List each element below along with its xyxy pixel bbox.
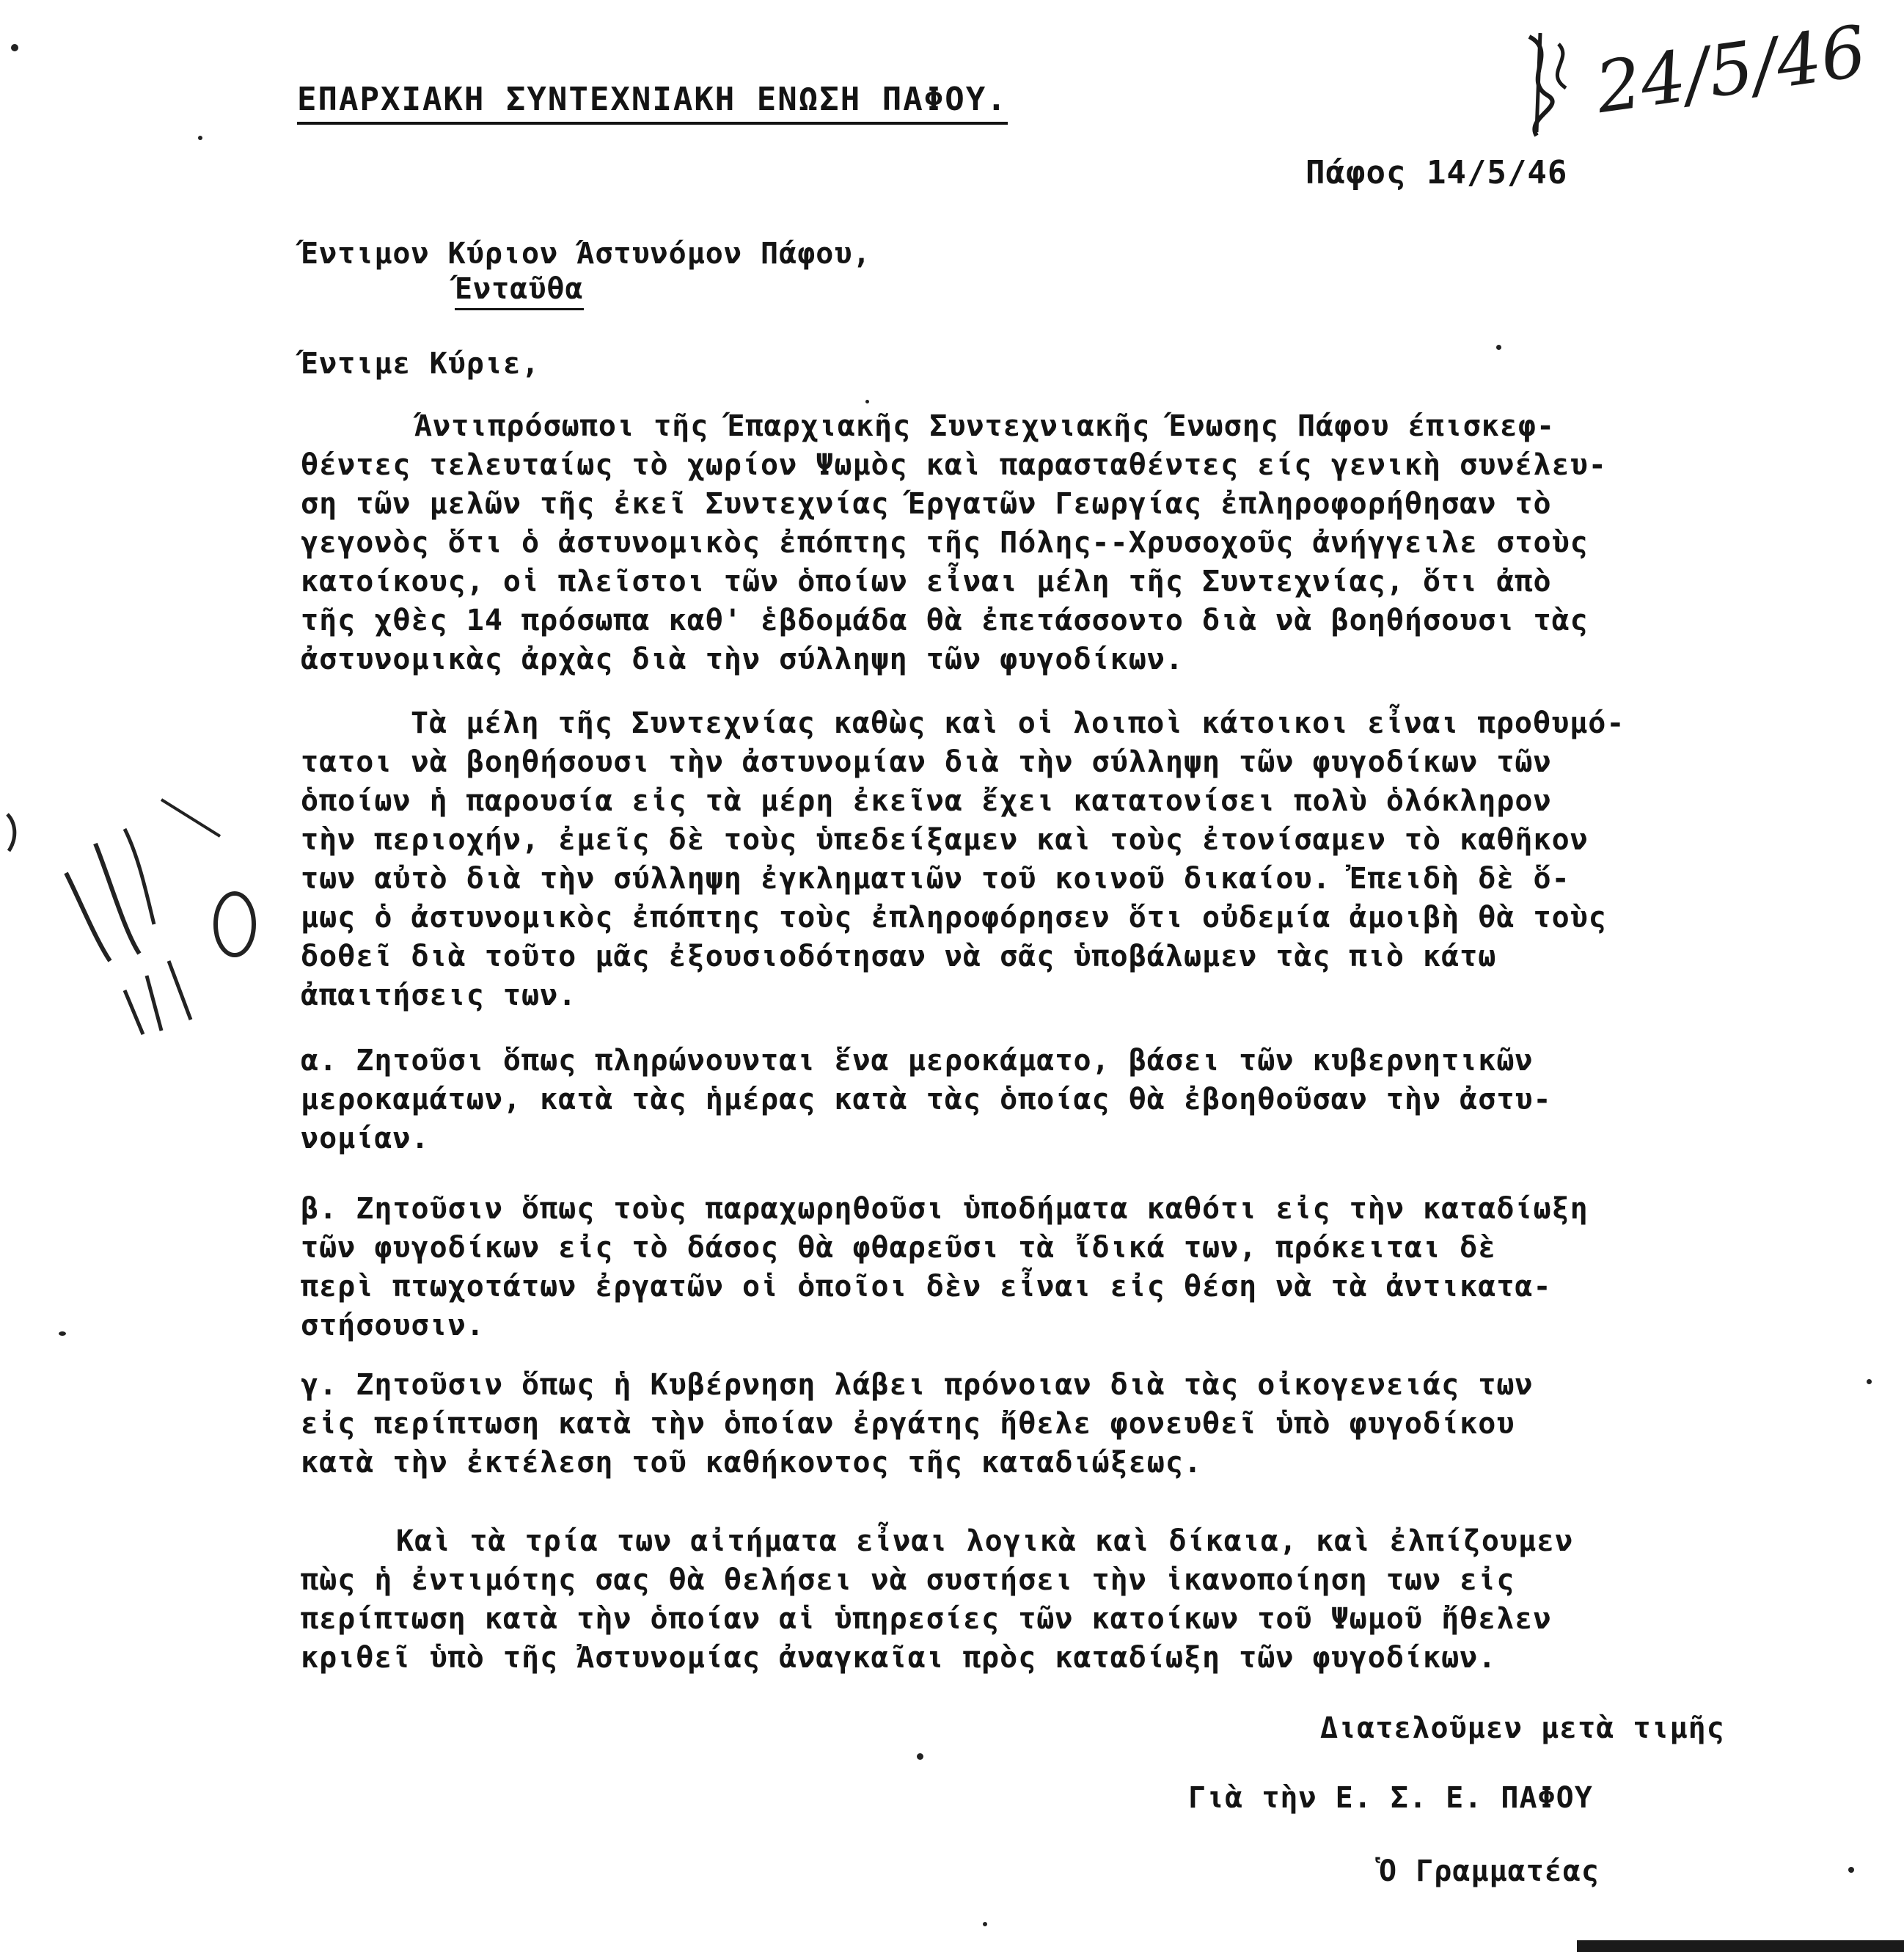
demand-b-line: β. Ζητοῦσιν ὅπως τοὺς παραχωρηθοῦσι ὑποδήματα καθότι εἰς τὴν καταδίωξη [301,1192,1589,1226]
demand-a-line: α. Ζητοῦσι ὅπως πληρώνουνται ἕνα μεροκάματο, βάσει τῶν κυβερνητικῶν [301,1044,1534,1078]
final-paragraph-line: πὼς ἡ ἐντιμότης σας θὰ θελήσει νὰ συστήσει τὴν ἱκανοποίηση των εἰς [301,1563,1515,1597]
paragraph-1-line: ἀστυνομικὰς ἀρχὰς διὰ τὴν σύλληψη τῶν φυγοδίκων. [301,643,1184,676]
closing-line: Διατελοῦμεν μετὰ τιμῆς [1320,1711,1725,1745]
final-paragraph-line: Καὶ τὰ τρία των αἰτήματα εἶναι λογικὰ καὶ δίκαια, καὶ ἐλπίζουμεν [396,1524,1574,1558]
demand-c-line: γ. Ζητοῦσιν ὅπως ἡ Κυβέρνηση λάβει πρόνοιαν διὰ τὰς οἰκογενειάς των [301,1368,1534,1402]
paragraph-2-line: ἀπαιτήσεις των. [301,979,577,1012]
handwritten-date: 24/5/46 [1591,10,1872,130]
demand-c-line: κατὰ τὴν ἐκτέλεση τοῦ καθήκοντος τῆς καταδιώξεως. [301,1446,1203,1480]
letterhead: ΕΠΑΡΧΙΑΚΗ ΣΥΝΤΕΧΝΙΑΚΗ ΕΝΩΣΗ ΠΑΦΟΥ. [297,81,1008,125]
salutation: Έντιμε Κύριε, [301,347,541,381]
paragraph-1-line: θέντες τελευταίως τὸ χωρίον Ψωμὸς καὶ παρασταθέντες είς γενικὴ συνέλευ- [301,448,1607,482]
paragraph-2-line: Τὰ μέλη τῆς Συντεχνίας καθὼς καὶ οἱ λοιποὶ κάτοικοι εἶναι προθυμό- [411,706,1625,740]
paragraph-2-line: τὴν περιοχήν, ἐμεῖς δὲ τοὺς ὑπεδείξαμεν καὶ τοὺς ἐτονίσαμεν τὸ καθῆκον [301,823,1589,857]
demand-a-line: νομίαν. [301,1122,430,1155]
final-paragraph-line: κριθεῖ ὑπὸ τῆς Ἀστυνομίας ἀναγκαῖαι πρὸς καταδίωξη τῶν φυγοδίκων. [301,1641,1497,1675]
closing-signatory: Ὁ Γραμματέας [1379,1854,1600,1888]
demand-b-line: τῶν φυγοδίκων εἰς τὸ δάσος θὰ φθαρεῦσι τὰ ἴδικά των, πρόκειται δὲ [301,1231,1497,1265]
demand-a-line: μεροκαμάτων, κατὰ τὰς ἡμέρας κατὰ τὰς ὁποίας θὰ ἐβοηθοῦσαν τὴν ἀστυ- [301,1083,1552,1116]
handwritten-initials [1515,29,1581,139]
paragraph-2-line: των αὐτὸ διὰ τὴν σύλληψη ἐγκληματιῶν τοῦ κοινοῦ δικαίου. Ἐπειδὴ δὲ ὅ- [301,862,1570,896]
place-date: Πάφος 14/5/46 [1306,154,1568,191]
addressee-line-1: Έντιμον Κύριον Άστυνόμον Πάφου, [301,237,871,271]
paragraph-1-line: κατοίκους, οἱ πλεῖστοι τῶν ὁποίων εἶναι μέλη τῆς Συντεχνίας, ὅτι ἀπὸ [301,565,1552,599]
paragraph-1-line: Άντιπρόσωποι τῆς Έπαρχιακῆς Συντεχνιακῆς Ένωσης Πάφου έπισκεφ- [414,409,1556,443]
margin-handwritten-marks [0,770,279,1078]
paragraph-1-line: γεγονὸς ὅτι ὁ ἀστυνομικὸς ἐπόπτης τῆς Πόλης--Χρυσοχοῦς ἀνήγγειλε στοὺς [301,526,1589,560]
final-paragraph-line: περίπτωση κατὰ τὴν ὁποίαν αἱ ὑπηρεσίες τῶν κατοίκων τοῦ Ψωμοῦ ἤθελεν [301,1602,1552,1636]
paragraph-1-line: τῆς χθὲς 14 πρόσωπα καθ' ἑβδομάδα θὰ ἐπετάσσοντο διὰ νὰ βοηθήσουσι τὰς [301,604,1589,637]
paragraph-2-line: ὁποίων ἡ παρουσία εἰς τὰ μέρη ἐκεῖνα ἔχει κατατονίσει πολὺ ὁλόκληρον [301,784,1552,818]
paragraph-1-line: ση τῶν μελῶν τῆς ἐκεῖ Συντεχνίας Έργατῶν Γεωργίας ἐπληροφορήθησαν τὸ [301,487,1552,521]
demand-b-line: στήσουσιν. [301,1309,485,1342]
paragraph-2-line: δοθεῖ διὰ τοῦτο μᾶς ἐξουσιοδότησαν νὰ σᾶς ὑποβάλωμεν τὰς πιὸ κάτω [301,940,1497,973]
closing-org: Γιὰ τὴν Ε. Σ. Ε. ΠΑΦΟΥ [1188,1781,1593,1815]
paragraph-2-line: τατοι νὰ βοηθήσουσι τὴν ἀστυνομίαν διὰ τὴν σύλληψη τῶν φυγοδίκων τῶν [301,745,1552,779]
paragraph-2-line: μως ὁ ἀστυνομικὸς ἐπόπτης τοὺς ἐπληροφόρησεν ὅτι οὐδεμία ἀμοιβὴ θὰ τοὺς [301,901,1607,935]
demand-b-line: περὶ πτωχοτάτων ἐργατῶν οἱ ὁποῖοι δὲν εἶναι εἰς θέση νὰ τὰ ἀντικατα- [301,1270,1552,1304]
addressee-line-2: Ένταῦθα [455,270,584,310]
demand-c-line: εἰς περίπτωση κατὰ τὴν ὁποίαν ἐργάτης ἤθελε φονευθεῖ ὑπὸ φυγοδίκου [301,1407,1515,1441]
